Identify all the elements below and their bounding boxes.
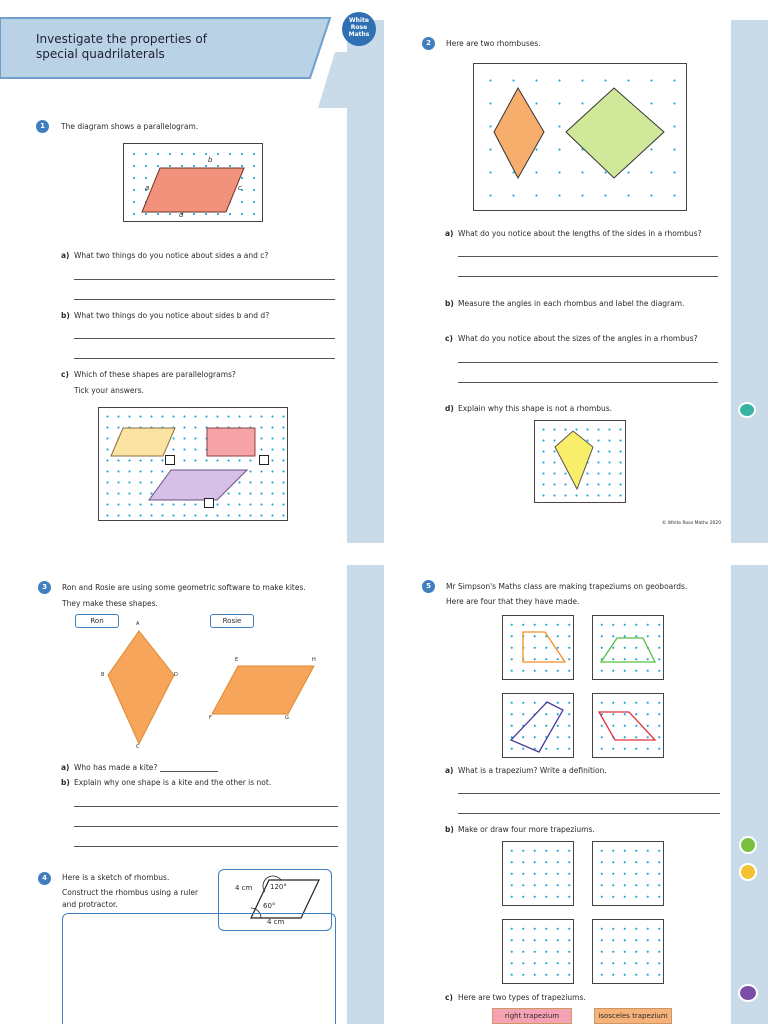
answer-line[interactable]: [458, 813, 720, 814]
page-2: [384, 0, 768, 543]
answer-line[interactable]: [74, 806, 338, 807]
kite-diagram: [534, 420, 626, 503]
header-banner: [0, 12, 384, 112]
part-label: c): [61, 370, 69, 379]
part-text: What do you notice about the lengths of the sides in a rhombus?: [458, 229, 702, 238]
answer-line[interactable]: [458, 382, 718, 383]
geoboard: [502, 693, 574, 758]
part-label: b): [61, 778, 70, 787]
answer-line[interactable]: [74, 358, 335, 359]
vertex-label: B: [101, 672, 105, 678]
question-number: 2: [422, 37, 435, 50]
part-text: What two things do you notice about sides b and d?: [74, 311, 270, 320]
part-text: Explain why one shape is a kite and the other is not.: [74, 778, 272, 787]
answer-line[interactable]: [458, 362, 718, 363]
vertex-label: E: [235, 657, 239, 663]
side-label-a: a: [145, 184, 150, 192]
question-number: 1: [36, 120, 49, 133]
pencil-icon: [739, 863, 757, 881]
part-text: Which of these shapes are parallelograms?: [74, 370, 236, 379]
part-text: What two things do you notice about sides a and c?: [74, 251, 269, 260]
answer-line[interactable]: [74, 846, 338, 847]
ladybird-icon: [739, 836, 757, 854]
part-text: What is a trapezium? Write a definition.: [458, 766, 607, 775]
part-label: b): [61, 311, 70, 320]
tick-box[interactable]: [204, 498, 214, 508]
part-text: Here are two types of trapeziums.: [458, 993, 586, 1002]
question-text: Mr Simpson's Maths class are making trapeziums on geoboards.: [446, 582, 688, 591]
right-trapezium-tag: right trapezium: [492, 1008, 572, 1024]
vertex-label: D: [174, 672, 178, 678]
question-text: Here are four that they have made.: [446, 597, 580, 606]
side-label-c: c: [238, 184, 242, 192]
answer-line[interactable]: [74, 279, 335, 280]
side-label-b: b: [208, 156, 213, 164]
answer-line[interactable]: [458, 793, 720, 794]
vertex-label: G: [285, 715, 289, 721]
geoboard: [502, 615, 574, 680]
answer-line[interactable]: [74, 338, 335, 339]
question-text: Here are two rhombuses.: [446, 39, 541, 48]
question-number: 3: [38, 581, 51, 594]
construction-box[interactable]: [62, 913, 336, 1024]
empty-geoboard[interactable]: [502, 919, 574, 984]
part-text: Make or draw four more trapeziums.: [458, 825, 595, 834]
part-label: b): [445, 825, 454, 834]
copyright: © White Rose Maths 2020: [662, 521, 722, 526]
part-text: Who has made a kite?: [74, 763, 158, 772]
page-3: [0, 565, 384, 1024]
part-label: d): [445, 404, 454, 413]
part-text: Explain why this shape is not a rhombus.: [458, 404, 613, 413]
name-label-rosie: Rosie: [210, 614, 254, 628]
answer-line[interactable]: [458, 256, 718, 257]
page-4-sidebar: [731, 565, 768, 1024]
white-rose-logo: White Rose Maths: [342, 12, 376, 46]
question-text: Here is a sketch of rhombus.: [62, 873, 170, 882]
vertex-label: A: [136, 621, 140, 627]
vertex-label: C: [136, 744, 140, 750]
part-label: b): [445, 299, 454, 308]
thought-bubble-icon: [738, 984, 758, 1002]
vertex-label: H: [312, 657, 316, 663]
speech-bubble-icon: [738, 402, 756, 418]
angle-label: 120°: [270, 883, 287, 891]
kite-shapes: [0, 565, 347, 765]
page-4: [384, 565, 768, 1024]
question-text: They make these shapes.: [62, 599, 158, 608]
page-3-sidebar: [347, 565, 384, 1024]
question-text: and protractor.: [62, 900, 118, 909]
tick-box[interactable]: [259, 455, 269, 465]
empty-geoboard[interactable]: [592, 919, 664, 984]
side-label-d: d: [179, 211, 184, 219]
answer-line[interactable]: [74, 826, 338, 827]
answer-line[interactable]: [74, 299, 335, 300]
part-label: a): [61, 251, 70, 260]
answer-line[interactable]: [160, 771, 218, 772]
part-label: a): [445, 229, 454, 238]
isosceles-trapezium-tag: isosceles trapezium: [594, 1008, 672, 1024]
angle-label: 60°: [263, 902, 276, 910]
geoboard: [592, 615, 664, 680]
answer-line[interactable]: [458, 276, 718, 277]
question-text: Construct the rhombus using a ruler: [62, 888, 199, 897]
page-title: Investigate the properties of special quadrilaterals: [36, 32, 207, 61]
side-length-label: 4 cm: [235, 884, 253, 892]
part-text: Tick your answers.: [74, 386, 144, 395]
page-1: [0, 0, 384, 543]
tick-box[interactable]: [165, 455, 175, 465]
rhombus-diagram: [473, 63, 687, 211]
part-text: Measure the angles in each rhombus and label the diagram.: [458, 299, 685, 308]
part-label: c): [445, 993, 453, 1002]
question-text: Ron and Rosie are using some geometric software to make kites.: [62, 583, 306, 592]
question-number: 5: [422, 580, 435, 593]
part-text: What do you notice about the sizes of the angles in a rhombus?: [458, 334, 698, 343]
question-number: 4: [38, 872, 51, 885]
part-label: c): [445, 334, 453, 343]
parallelogram-diagram: [123, 143, 263, 222]
geoboard: [592, 693, 664, 758]
empty-geoboard[interactable]: [502, 841, 574, 906]
part-label: a): [61, 763, 70, 772]
question-text: The diagram shows a parallelogram.: [61, 122, 199, 131]
empty-geoboard[interactable]: [592, 841, 664, 906]
side-length-label: 4 cm: [267, 918, 285, 926]
part-label: a): [445, 766, 454, 775]
name-label-ron: Ron: [75, 614, 119, 628]
vertex-label: F: [209, 715, 212, 721]
page-2-sidebar: [731, 20, 768, 543]
